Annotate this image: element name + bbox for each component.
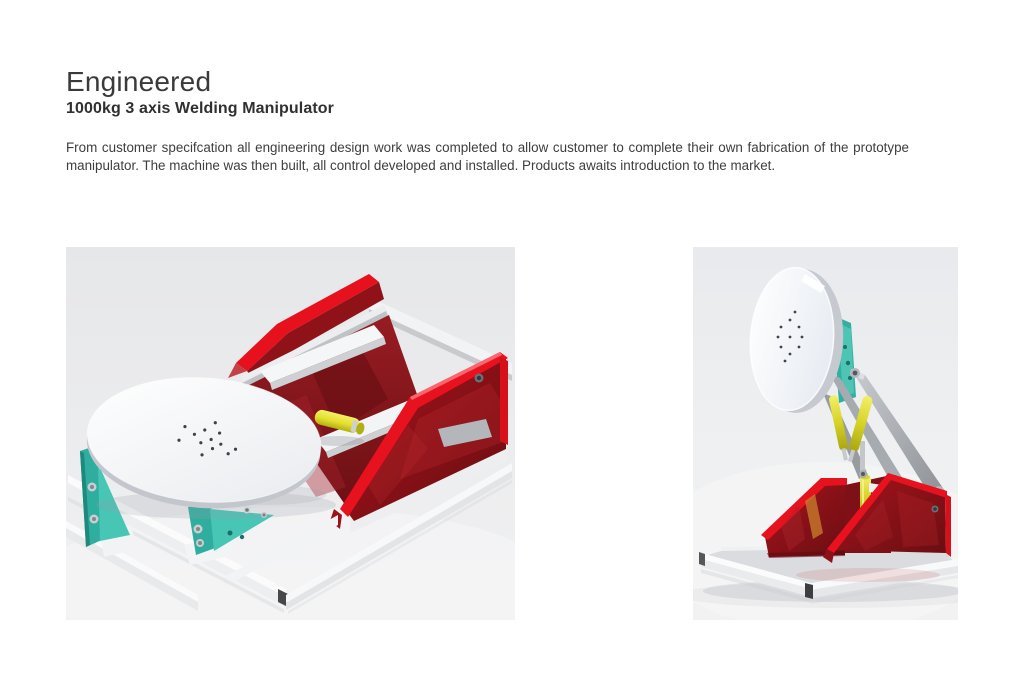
manipulator-flat-image bbox=[66, 247, 515, 620]
project-description: From customer specifcation all engineering design work was completed to allow customer to complete their own fabrication of the prototype manipulator. The machine was then built, all control developed and installed. Products awaits introduction to the market. bbox=[66, 140, 909, 174]
manipulator-flat-render bbox=[66, 247, 515, 620]
manipulator-tilted-image bbox=[693, 247, 958, 620]
page-title: Engineered bbox=[66, 66, 212, 97]
manipulator-tilted-render bbox=[693, 247, 958, 620]
page-subtitle: 1000kg 3 axis Welding Manipulator bbox=[66, 100, 334, 117]
